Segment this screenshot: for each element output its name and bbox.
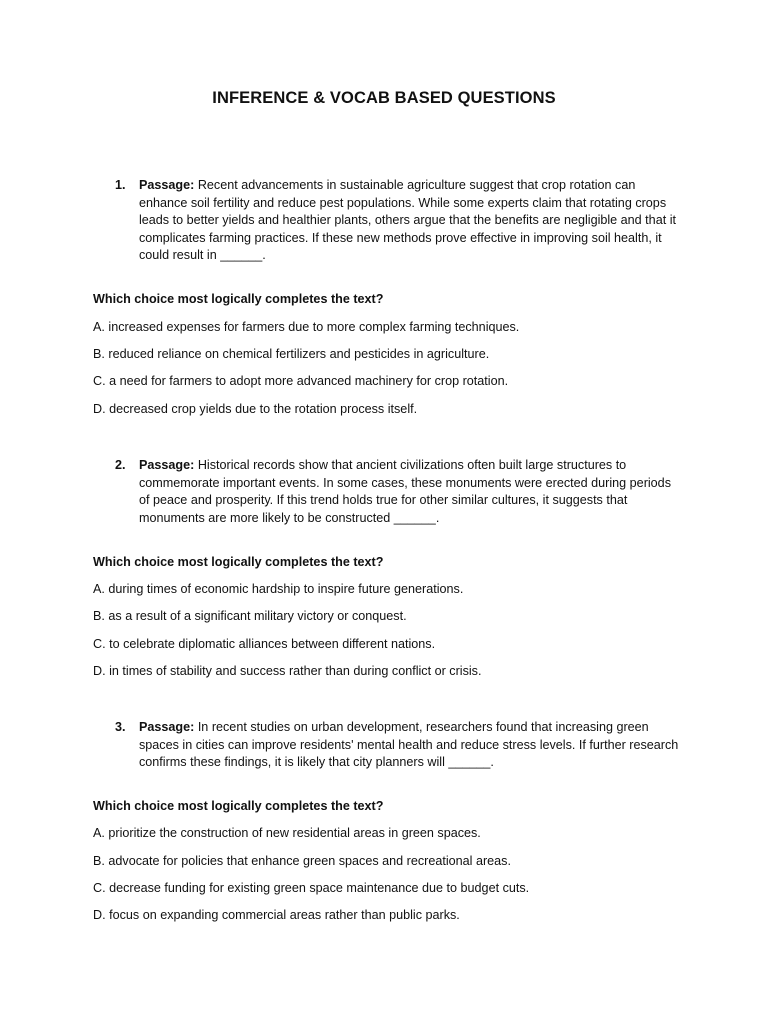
answer-option: D. decreased crop yields due to the rotation process itself.: [93, 402, 418, 416]
answer-option: B. advocate for policies that enhance green spaces and recreational areas.: [93, 854, 511, 868]
passage-text: Historical records show that ancient civilizations often built large structures to commemorate important events. In some cases, these monuments were erected during periods of peace and prosperity. If this trend holds true for other similar cultures, it suggests that monuments are more likely to be constructed ______.: [139, 458, 671, 525]
passage-text: Recent advancements in sustainable agriculture suggest that crop rotation can enhance soil fertility and reduce pest populations. While some experts claim that rotating crops leads to better yields and healthier plants, others argue that the benefits are negligible and that it complicates farming practices. If these new methods prove effective in improving soil health, it could result in ______.: [139, 178, 676, 263]
passage-3: [115, 719, 679, 772]
answer-option: C. a need for farmers to adopt more advanced machinery for crop rotation.: [93, 374, 509, 388]
answer-option: A. prioritize the construction of new residential areas in green spaces.: [93, 826, 481, 840]
answer-option: B. as a result of a significant military victory or conquest.: [93, 609, 407, 623]
answer-option: C. to celebrate diplomatic alliances between different nations.: [93, 637, 436, 651]
passage-1: [115, 177, 679, 265]
passage-label: Passage:: [139, 178, 195, 192]
answer-option: D. in times of stability and success rather than during conflict or crisis.: [93, 664, 482, 678]
passage-text: In recent studies on urban development, researchers found that increasing green spaces in cities can improve residents' mental health and reduce stress levels. If further research confirms these findings, it is likely that city planners will ______.: [139, 720, 679, 770]
question-number: 1.: [115, 178, 126, 192]
page-title: INFERENCE & VOCAB BASED QUESTIONS: [212, 89, 556, 107]
answer-option: B. reduced reliance on chemical fertilizers and pesticides in agriculture.: [93, 347, 490, 361]
passage-2: [115, 457, 679, 527]
answer-option: C. decrease funding for existing green space maintenance due to budget cuts.: [93, 881, 530, 895]
question-prompt: Which choice most logically completes the text?: [93, 292, 384, 306]
question-number: 2.: [115, 458, 126, 472]
question-prompt: Which choice most logically completes the text?: [93, 555, 384, 569]
passage-label: Passage:: [139, 458, 195, 472]
question-number: 3.: [115, 720, 126, 734]
answer-option: A. during times of economic hardship to inspire future generations.: [93, 582, 464, 596]
question-prompt: Which choice most logically completes the text?: [93, 799, 384, 813]
answer-option: D. focus on expanding commercial areas rather than public parks.: [93, 908, 460, 922]
passage-label: Passage:: [139, 720, 195, 734]
answer-option: A. increased expenses for farmers due to more complex farming techniques.: [93, 320, 520, 334]
